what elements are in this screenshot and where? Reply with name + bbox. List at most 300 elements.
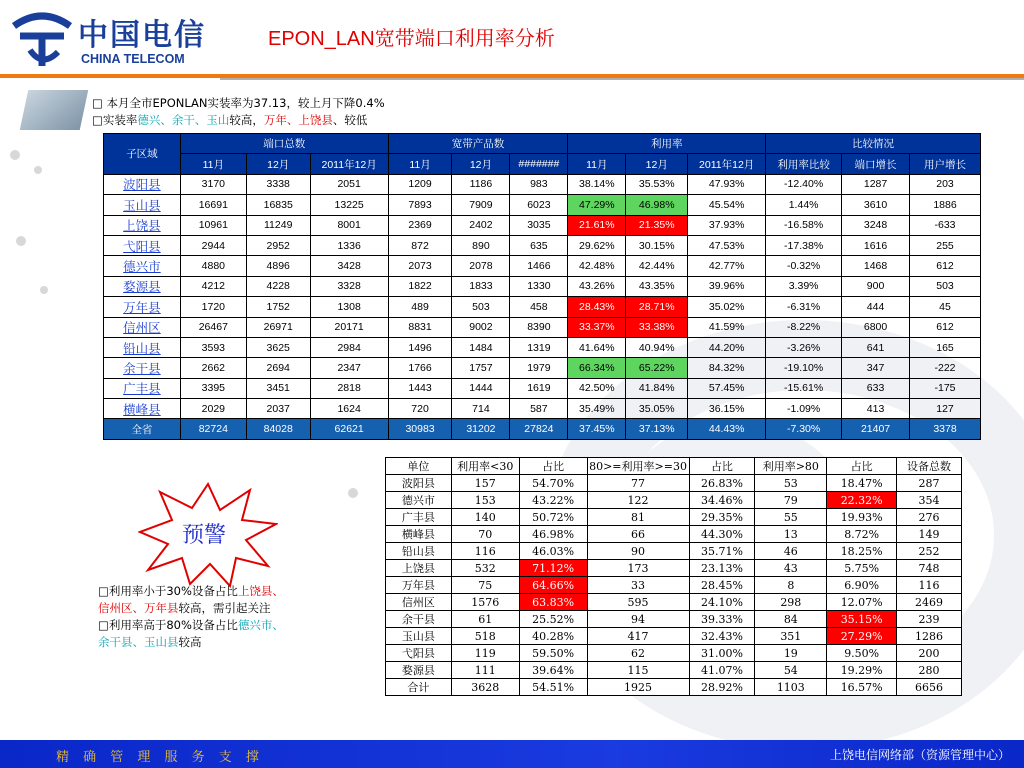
table-cell: 1752	[246, 297, 310, 317]
region-name-cell[interactable]	[104, 235, 181, 255]
table-cell: 1979	[510, 358, 568, 378]
table-row	[386, 543, 962, 560]
table-cell: -0.32%	[766, 256, 842, 276]
table-cell: -633	[910, 215, 981, 235]
table-cell: 8831	[388, 317, 452, 337]
table-cell: 54.70%	[519, 475, 587, 492]
table-cell: 3248	[842, 215, 910, 235]
table-cell: 19.93%	[827, 509, 897, 526]
note-line	[98, 600, 284, 617]
note-text: 较高	[178, 635, 202, 649]
table-cell: 1.44%	[766, 195, 842, 215]
table-cell: 43.26%	[568, 276, 626, 296]
table-cell: 42.77%	[688, 256, 766, 276]
decor-dot	[34, 166, 42, 174]
region-link[interactable]: 万年县	[123, 299, 161, 315]
footer-department: 上饶电信网络部（资源管理中心）	[829, 748, 1010, 762]
table-cell: 3170	[180, 174, 246, 194]
table-cell: 1484	[452, 337, 510, 357]
table-cell: 71.12%	[519, 560, 587, 577]
footer-slogan: 精 确 管 理 服 务 支 撑	[56, 750, 264, 765]
header-cell: 端口增长	[842, 154, 910, 174]
table-cell: 28.45%	[689, 577, 755, 594]
table-cell: 3593	[180, 337, 246, 357]
table-row	[104, 215, 981, 235]
region-link[interactable]: 上饶县	[123, 218, 161, 234]
table-cell: 81	[587, 509, 689, 526]
table-cell: 90	[587, 543, 689, 560]
table-cell: 46.98%	[626, 195, 688, 215]
table-cell: 3628	[451, 679, 519, 696]
table-cell: 3610	[842, 195, 910, 215]
table-cell: 84	[755, 611, 827, 628]
table-cell: 6.90%	[827, 577, 897, 594]
table-cell: 16.57%	[827, 679, 897, 696]
table-cell: 1822	[388, 276, 452, 296]
table-cell: 1619	[510, 378, 568, 398]
table-cell: 587	[510, 399, 568, 419]
table-cell: 2029	[180, 399, 246, 419]
table-cell: 25.52%	[519, 611, 587, 628]
note-highlight-red: 信州区、万年县	[98, 601, 179, 615]
table-cell: 1103	[755, 679, 827, 696]
table-cell: 44.43%	[688, 419, 766, 439]
header-cell: 11月	[568, 154, 626, 174]
table-cell: 3451	[246, 378, 310, 398]
table-group-header	[104, 134, 981, 154]
table-cell: 116	[451, 543, 519, 560]
note-highlight-cyan: 德兴市、	[237, 618, 284, 632]
table-row	[104, 276, 981, 296]
table-cell: 748	[897, 560, 962, 577]
port-utilization-table	[103, 133, 981, 440]
table-cell: 39.64%	[519, 662, 587, 679]
decor-dot	[16, 236, 26, 246]
table-cell: 35.15%	[827, 611, 897, 628]
table-cell: 18.25%	[827, 543, 897, 560]
table-row	[104, 297, 981, 317]
summary-text: □实装率	[92, 113, 138, 127]
table-cell: 61	[451, 611, 519, 628]
region-link[interactable]: 铅山县	[123, 340, 161, 356]
table-cell: 1766	[388, 358, 452, 378]
table-row	[386, 509, 962, 526]
table-cell: 7909	[452, 195, 510, 215]
table-cell: 44.30%	[689, 526, 755, 543]
header-cell: 12月	[452, 154, 510, 174]
table-header-row	[386, 458, 962, 475]
table-cell: 33	[587, 577, 689, 594]
table-cell: 20171	[310, 317, 388, 337]
note-text: 较高，需引起关注	[178, 601, 271, 615]
summary-line-2	[92, 112, 385, 129]
table-cell: 115	[587, 662, 689, 679]
table-cell: 32.43%	[689, 628, 755, 645]
region-name-cell[interactable]	[104, 174, 181, 194]
table-cell: 503	[910, 276, 981, 296]
table-cell: 1616	[842, 235, 910, 255]
header-cell: 占比	[519, 458, 587, 475]
table-cell: 38.14%	[568, 174, 626, 194]
region-name-cell[interactable]	[104, 256, 181, 276]
table-cell: 1833	[452, 276, 510, 296]
table-cell: 合计	[386, 679, 452, 696]
table-cell: 40.94%	[626, 337, 688, 357]
table-cell: 1720	[180, 297, 246, 317]
region-name-cell[interactable]	[104, 399, 181, 419]
table-cell: 63.83%	[519, 594, 587, 611]
region-name-cell[interactable]	[104, 317, 181, 337]
table-cell: 351	[755, 628, 827, 645]
table-cell: 35.49%	[568, 399, 626, 419]
page-title: EPON_LAN宽带端口利用率分析	[268, 28, 555, 50]
table-cell: 37.13%	[626, 419, 688, 439]
table-row	[386, 611, 962, 628]
header-cell: #######	[510, 154, 568, 174]
table-row	[104, 317, 981, 337]
decor-dot	[10, 150, 20, 160]
note-text: □利用率小于30%设备占比	[98, 584, 238, 598]
table-cell: 2078	[452, 256, 510, 276]
table-cell: 54	[755, 662, 827, 679]
table-cell: 余干县	[386, 611, 452, 628]
table-cell: 1336	[310, 235, 388, 255]
table-cell: 40.28%	[519, 628, 587, 645]
table-cell: 47.53%	[688, 235, 766, 255]
table-cell: 70	[451, 526, 519, 543]
table-cell: -12.40%	[766, 174, 842, 194]
table-cell: 872	[388, 235, 452, 255]
region-link[interactable]: 波阳县	[123, 177, 161, 193]
region-link[interactable]: 玉山县	[123, 197, 161, 213]
table-cell: 21.35%	[626, 215, 688, 235]
table-cell: 铅山县	[386, 543, 452, 560]
table-cell: 8	[755, 577, 827, 594]
table-cell: 6656	[897, 679, 962, 696]
header-subdivider	[220, 78, 1024, 80]
table-cell: 37.45%	[568, 419, 626, 439]
table-cell: 612	[910, 317, 981, 337]
table-cell: 1330	[510, 276, 568, 296]
table-cell: 252	[897, 543, 962, 560]
table-cell: 720	[388, 399, 452, 419]
decor-dot	[40, 286, 48, 294]
table-cell: 30.15%	[626, 235, 688, 255]
header-cell: 利用率比较	[766, 154, 842, 174]
table-cell: 1319	[510, 337, 568, 357]
header-cell: 利用率>80	[755, 458, 827, 475]
table-cell: 46.03%	[519, 543, 587, 560]
table-cell: -1.09%	[766, 399, 842, 419]
table-cell: 26971	[246, 317, 310, 337]
table-cell: 983	[510, 174, 568, 194]
table-cell: 31.00%	[689, 645, 755, 662]
header-cell: 12月	[246, 154, 310, 174]
table-cell: 2469	[897, 594, 962, 611]
table-cell: 84.32%	[688, 358, 766, 378]
table-cell: 4212	[180, 276, 246, 296]
table-cell: 47.29%	[568, 195, 626, 215]
table-row	[104, 195, 981, 215]
table-cell: 298	[755, 594, 827, 611]
table-row	[104, 399, 981, 419]
table-cell: 28.92%	[689, 679, 755, 696]
header-cell: 80>=利用率>=30	[587, 458, 689, 475]
table-cell: 1287	[842, 174, 910, 194]
table-cell: 18.47%	[827, 475, 897, 492]
table-cell: 45.54%	[688, 195, 766, 215]
summary-bullets	[92, 95, 385, 129]
table-cell: -7.30%	[766, 419, 842, 439]
table-cell: 13225	[310, 195, 388, 215]
header-cell: 11月	[180, 154, 246, 174]
table-cell: 50.72%	[519, 509, 587, 526]
table-cell: 10961	[180, 215, 246, 235]
note-line	[98, 583, 284, 600]
table-cell: 7893	[388, 195, 452, 215]
table-row	[386, 560, 962, 577]
header-cell: 12月	[626, 154, 688, 174]
region-name-cell[interactable]	[104, 337, 181, 357]
table-row	[386, 679, 962, 696]
note-line	[98, 617, 284, 634]
table-cell: 1466	[510, 256, 568, 276]
table-cell: 1757	[452, 358, 510, 378]
region-name-cell[interactable]	[104, 195, 181, 215]
table-cell: 53	[755, 475, 827, 492]
table-cell: 612	[910, 256, 981, 276]
table-cell: 31202	[452, 419, 510, 439]
region-link[interactable]: 德兴市	[123, 259, 161, 275]
region-name-cell[interactable]	[104, 378, 181, 398]
header-cell: 11月	[388, 154, 452, 174]
region-link[interactable]: 横峰县	[123, 401, 161, 417]
warning-label: 预警	[182, 523, 227, 548]
table-cell: 84028	[246, 419, 310, 439]
table-cell: 6023	[510, 195, 568, 215]
table-cell: 39.96%	[688, 276, 766, 296]
table-row	[386, 526, 962, 543]
table-cell: 165	[910, 337, 981, 357]
table-total-row	[104, 419, 981, 439]
table-cell: 2694	[246, 358, 310, 378]
table-cell: 21.61%	[568, 215, 626, 235]
table-cell: 26467	[180, 317, 246, 337]
decor-cube-icon	[20, 90, 89, 130]
table-cell: 2073	[388, 256, 452, 276]
table-cell: 122	[587, 492, 689, 509]
table-cell: 4896	[246, 256, 310, 276]
table-cell: 1286	[897, 628, 962, 645]
region-name-cell[interactable]	[104, 215, 181, 235]
table-cell: 276	[897, 509, 962, 526]
table-cell: 635	[510, 235, 568, 255]
header-cell: 用户增长	[910, 154, 981, 174]
table-cell: 173	[587, 560, 689, 577]
header-cell: 比较情况	[766, 134, 981, 154]
table-cell: 77	[587, 475, 689, 492]
table-cell: -17.38%	[766, 235, 842, 255]
table-cell: 518	[451, 628, 519, 645]
summary-text: 、较低	[332, 113, 368, 127]
header-cell: 端口总数	[180, 134, 388, 154]
table-cell: -16.58%	[766, 215, 842, 235]
table-cell: 8001	[310, 215, 388, 235]
table-cell: 79	[755, 492, 827, 509]
utilization-distribution-table	[385, 457, 962, 696]
table-cell: 595	[587, 594, 689, 611]
table-cell: 82724	[180, 419, 246, 439]
table-cell: 29.35%	[689, 509, 755, 526]
table-cell: 37.93%	[688, 215, 766, 235]
warning-notes	[98, 583, 284, 651]
table-row	[104, 174, 981, 194]
summary-highlight-high: 德兴、余干、玉山	[137, 113, 230, 127]
table-cell: 714	[452, 399, 510, 419]
table-cell: 62	[587, 645, 689, 662]
table-cell: 66.34%	[568, 358, 626, 378]
telecom-emblem-icon	[8, 6, 76, 72]
table-cell: 39.33%	[689, 611, 755, 628]
table-cell: 23.13%	[689, 560, 755, 577]
table-cell: 2662	[180, 358, 246, 378]
note-line	[98, 634, 284, 651]
table-cell: 75	[451, 577, 519, 594]
table-cell: 444	[842, 297, 910, 317]
summary-line-1: □ 本月全市EPONLAN实装率为37.13，较上月下降0.4%	[92, 96, 385, 110]
region-name-cell[interactable]	[104, 276, 181, 296]
table-cell: 5.75%	[827, 560, 897, 577]
table-cell: 信州区	[386, 594, 452, 611]
table-cell: 94	[587, 611, 689, 628]
header-cell: 2011年12月	[310, 154, 388, 174]
table-cell: 1576	[451, 594, 519, 611]
table-cell: 41.84%	[626, 378, 688, 398]
table-cell: 3395	[180, 378, 246, 398]
region-name-cell[interactable]	[104, 358, 181, 378]
table-cell: 16691	[180, 195, 246, 215]
table-cell: 33.38%	[626, 317, 688, 337]
table-cell: 德兴市	[386, 492, 452, 509]
table-cell: 347	[842, 358, 910, 378]
table-row	[386, 594, 962, 611]
table-cell: 127	[910, 399, 981, 419]
table-cell: 503	[452, 297, 510, 317]
table-cell: 42.44%	[626, 256, 688, 276]
table-cell: 255	[910, 235, 981, 255]
table-cell: 35.71%	[689, 543, 755, 560]
table-cell: 66	[587, 526, 689, 543]
region-name-cell[interactable]	[104, 297, 181, 317]
region-link[interactable]: 弋阳县	[123, 238, 161, 254]
table-cell: 354	[897, 492, 962, 509]
table-cell: 47.93%	[688, 174, 766, 194]
decor-dot	[348, 488, 358, 498]
table-cell: -175	[910, 378, 981, 398]
table-row	[386, 662, 962, 679]
table-cell: 9.50%	[827, 645, 897, 662]
table-cell: 28.43%	[568, 297, 626, 317]
table-row	[104, 358, 981, 378]
table-cell: 140	[451, 509, 519, 526]
summary-highlight-low: 万年、上饶县	[263, 113, 333, 127]
table-cell: 4228	[246, 276, 310, 296]
note-text: □利用率高于80%设备占比	[98, 618, 238, 632]
table-cell: 35.53%	[626, 174, 688, 194]
table-row	[386, 475, 962, 492]
header-cell: 设备总数	[897, 458, 962, 475]
region-link[interactable]: 余干县	[123, 360, 161, 376]
table-cell: 3378	[910, 419, 981, 439]
table-cell: 波阳县	[386, 475, 452, 492]
table-cell: 1209	[388, 174, 452, 194]
table-cell: 417	[587, 628, 689, 645]
table-cell: 641	[842, 337, 910, 357]
table-cell: 24.10%	[689, 594, 755, 611]
table-row	[104, 235, 981, 255]
table-row	[104, 337, 981, 357]
table-cell: 1624	[310, 399, 388, 419]
header-cell: 单位	[386, 458, 452, 475]
table-row	[386, 645, 962, 662]
table-cell: 1443	[388, 378, 452, 398]
table-cell: -8.22%	[766, 317, 842, 337]
table-cell: 13	[755, 526, 827, 543]
region-link[interactable]: 婺源县	[123, 279, 161, 295]
table-cell: 287	[897, 475, 962, 492]
table-cell: 55	[755, 509, 827, 526]
logo-chinese-text: 中国电信	[78, 18, 206, 53]
table-cell: 上饶县	[386, 560, 452, 577]
table-row	[386, 577, 962, 594]
table-cell: 413	[842, 399, 910, 419]
table-cell: 59.50%	[519, 645, 587, 662]
table-cell: 119	[451, 645, 519, 662]
table-cell: 43.35%	[626, 276, 688, 296]
table-cell: 2347	[310, 358, 388, 378]
note-highlight-cyan: 余干县、玉山县	[98, 635, 179, 649]
table-cell: 890	[452, 235, 510, 255]
table-cell: 46.98%	[519, 526, 587, 543]
table-cell: 27.29%	[827, 628, 897, 645]
table-cell: 1468	[842, 256, 910, 276]
header-cell: 占比	[689, 458, 755, 475]
total-label: 全省	[104, 419, 181, 439]
table-cell: -19.10%	[766, 358, 842, 378]
table-cell: 万年县	[386, 577, 452, 594]
table-cell: 3035	[510, 215, 568, 235]
header-cell: 占比	[827, 458, 897, 475]
footer-bar	[0, 740, 1024, 768]
table-cell: 239	[897, 611, 962, 628]
region-link[interactable]: 信州区	[123, 320, 161, 336]
table-cell: 29.62%	[568, 235, 626, 255]
table-sub-header	[104, 154, 981, 174]
table-cell: 3.39%	[766, 276, 842, 296]
table-cell: 1444	[452, 378, 510, 398]
header-cell: 2011年12月	[688, 154, 766, 174]
table-cell: 42.48%	[568, 256, 626, 276]
table-cell: 玉山县	[386, 628, 452, 645]
note-highlight-red: 上饶县、	[237, 584, 284, 598]
table-cell: 12.07%	[827, 594, 897, 611]
table-cell: 2952	[246, 235, 310, 255]
table-cell: -3.26%	[766, 337, 842, 357]
table-cell: 54.51%	[519, 679, 587, 696]
region-link[interactable]: 广丰县	[123, 381, 161, 397]
table-cell: 9002	[452, 317, 510, 337]
table-row	[104, 378, 981, 398]
